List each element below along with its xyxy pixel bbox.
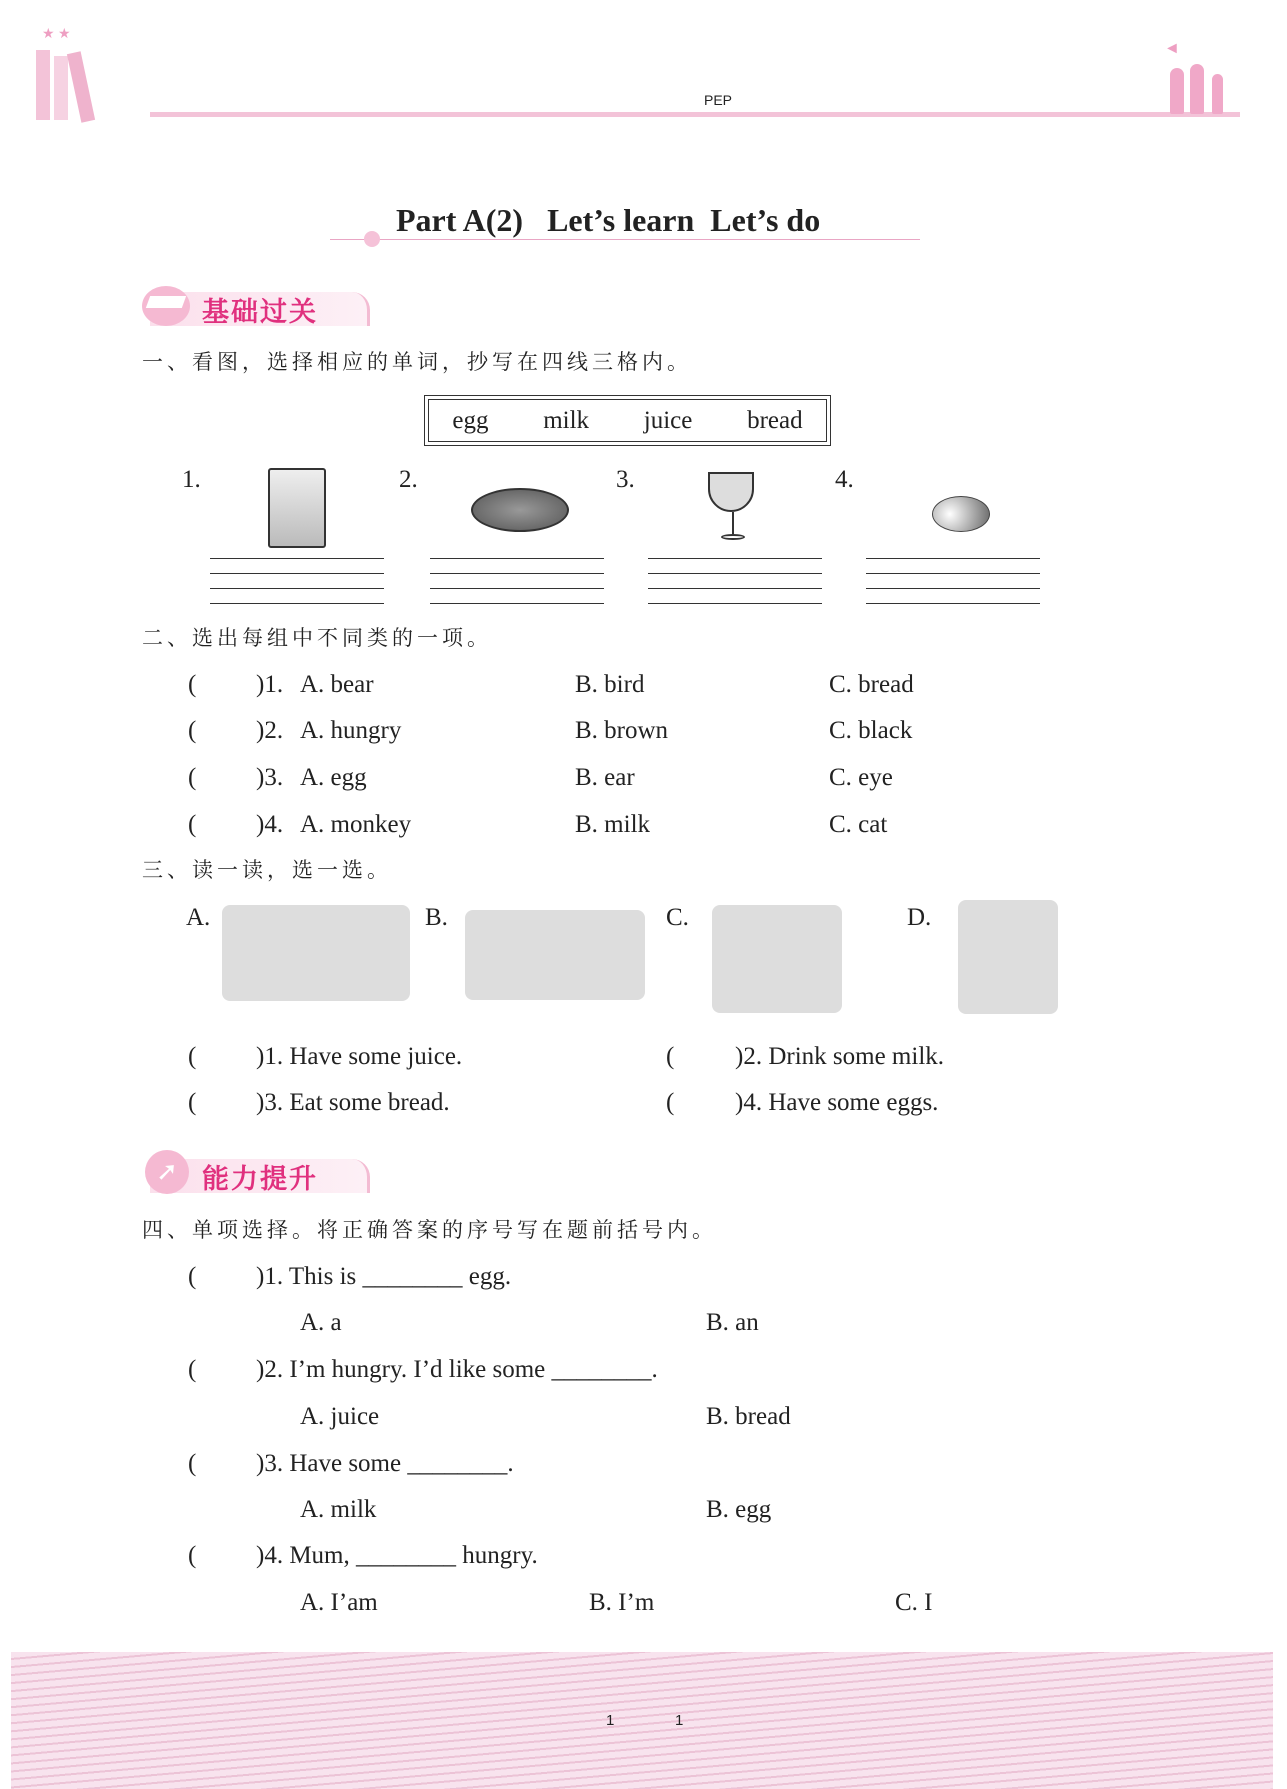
question: )2. I’m hungry. I’d like some ________. <box>256 1356 658 1383</box>
option-a: A. bear <box>300 671 374 698</box>
scene-a-picture <box>222 905 410 1001</box>
option-b: B. milk <box>575 811 651 838</box>
q2-number: )3. <box>256 764 284 791</box>
option-a: A. I’am <box>300 1589 378 1616</box>
question: )1. This is ________ egg. <box>256 1263 512 1290</box>
q4-instruction: 四、单项选择。将正确答案的序号写在题前括号内。 <box>142 1218 717 1242</box>
answer-paren[interactable]: ( <box>188 1542 197 1569</box>
scene-label: D. <box>907 904 932 931</box>
answer-paren[interactable]: ( <box>188 764 197 791</box>
option-a: A. milk <box>300 1496 377 1523</box>
scene-label: B. <box>425 904 448 931</box>
option-a: A. egg <box>300 764 367 791</box>
option-c: C. I <box>895 1589 933 1616</box>
q2-number: )1. <box>256 671 284 698</box>
scene-label: A. <box>186 904 211 931</box>
q1-instruction: 一、看图，选择相应的单词，抄写在四线三格内。 <box>142 350 692 374</box>
q2-number: )2. <box>256 717 284 744</box>
scene-b-picture <box>465 910 645 1000</box>
four-line-grid <box>210 558 384 604</box>
word-option: bread <box>747 406 803 434</box>
sentence: )4. Have some eggs. <box>735 1089 939 1116</box>
page-number: 1 <box>675 1712 684 1729</box>
bread-picture <box>471 488 569 532</box>
scene-d-picture <box>958 900 1058 1014</box>
answer-paren[interactable]: ( <box>188 717 197 744</box>
four-line-grid <box>430 558 604 604</box>
header-kids-kite-decoration: ◄ <box>1160 40 1240 115</box>
word-option: egg <box>452 406 489 434</box>
picture-number: 2. <box>399 466 418 493</box>
answer-paren[interactable]: ( <box>188 1043 197 1070</box>
option-b: B. ear <box>575 764 635 791</box>
juice-glass-picture <box>708 472 758 547</box>
four-line-grid <box>866 558 1040 604</box>
scene-c-picture <box>712 905 842 1013</box>
option-b: B. egg <box>706 1496 772 1523</box>
sentence: )1. Have some juice. <box>256 1043 463 1070</box>
title-dot <box>364 231 380 247</box>
sentence: )3. Eat some bread. <box>256 1089 450 1116</box>
section-heading-advanced: 能力提升 <box>202 1164 318 1195</box>
picture-number: 1. <box>182 466 201 493</box>
header-book-decoration: ★ ★ <box>32 30 152 135</box>
graduation-cap-icon <box>142 286 190 326</box>
option-b: B. an <box>706 1309 759 1336</box>
answer-paren[interactable]: ( <box>188 1450 197 1477</box>
picture-number: 4. <box>835 466 854 493</box>
word-box <box>424 395 831 446</box>
word-option: milk <box>543 406 590 434</box>
option-c: C. black <box>829 717 913 744</box>
option-a: A. hungry <box>300 717 402 744</box>
q2-number: )4. <box>256 811 284 838</box>
option-b: B. I’m <box>589 1589 655 1616</box>
page-title: Part A(2) Let’s learn Let’s do <box>396 202 821 238</box>
answer-paren[interactable]: ( <box>188 1356 197 1383</box>
answer-paren[interactable]: ( <box>188 1263 197 1290</box>
option-a: A. juice <box>300 1403 380 1430</box>
rocket-icon: ➚ <box>145 1150 189 1194</box>
header-label: PEP <box>704 92 733 108</box>
header-rule <box>150 112 1240 117</box>
option-b: B. brown <box>575 717 669 744</box>
milk-carton-picture <box>268 468 326 548</box>
option-c: C. cat <box>829 811 888 838</box>
answer-paren[interactable]: ( <box>666 1043 675 1070</box>
footer-band <box>11 1652 1273 1789</box>
option-a: A. monkey <box>300 811 412 838</box>
option-b: B. bread <box>706 1403 791 1430</box>
picture-number: 3. <box>616 466 635 493</box>
sentence: )2. Drink some milk. <box>735 1043 945 1070</box>
q2-instruction: 二、选出每组中不同类的一项。 <box>142 626 492 650</box>
option-b: B. bird <box>575 671 645 698</box>
answer-paren[interactable]: ( <box>188 1089 197 1116</box>
scene-label: C. <box>666 904 689 931</box>
title-underline <box>330 239 920 240</box>
page-number: 1 <box>606 1712 615 1729</box>
option-a: A. a <box>300 1309 342 1336</box>
answer-paren[interactable]: ( <box>188 671 197 698</box>
question: )3. Have some ________. <box>256 1450 514 1477</box>
word-option: juice <box>643 406 693 434</box>
question: )4. Mum, ________ hungry. <box>256 1542 538 1569</box>
option-c: C. eye <box>829 764 893 791</box>
four-line-grid <box>648 558 822 604</box>
answer-paren[interactable]: ( <box>188 811 197 838</box>
answer-paren[interactable]: ( <box>666 1089 675 1116</box>
section-heading-basic: 基础过关 <box>202 297 318 328</box>
option-c: C. bread <box>829 671 914 698</box>
q3-instruction: 三、读一读，选一选。 <box>142 858 392 882</box>
egg-picture <box>932 496 990 532</box>
